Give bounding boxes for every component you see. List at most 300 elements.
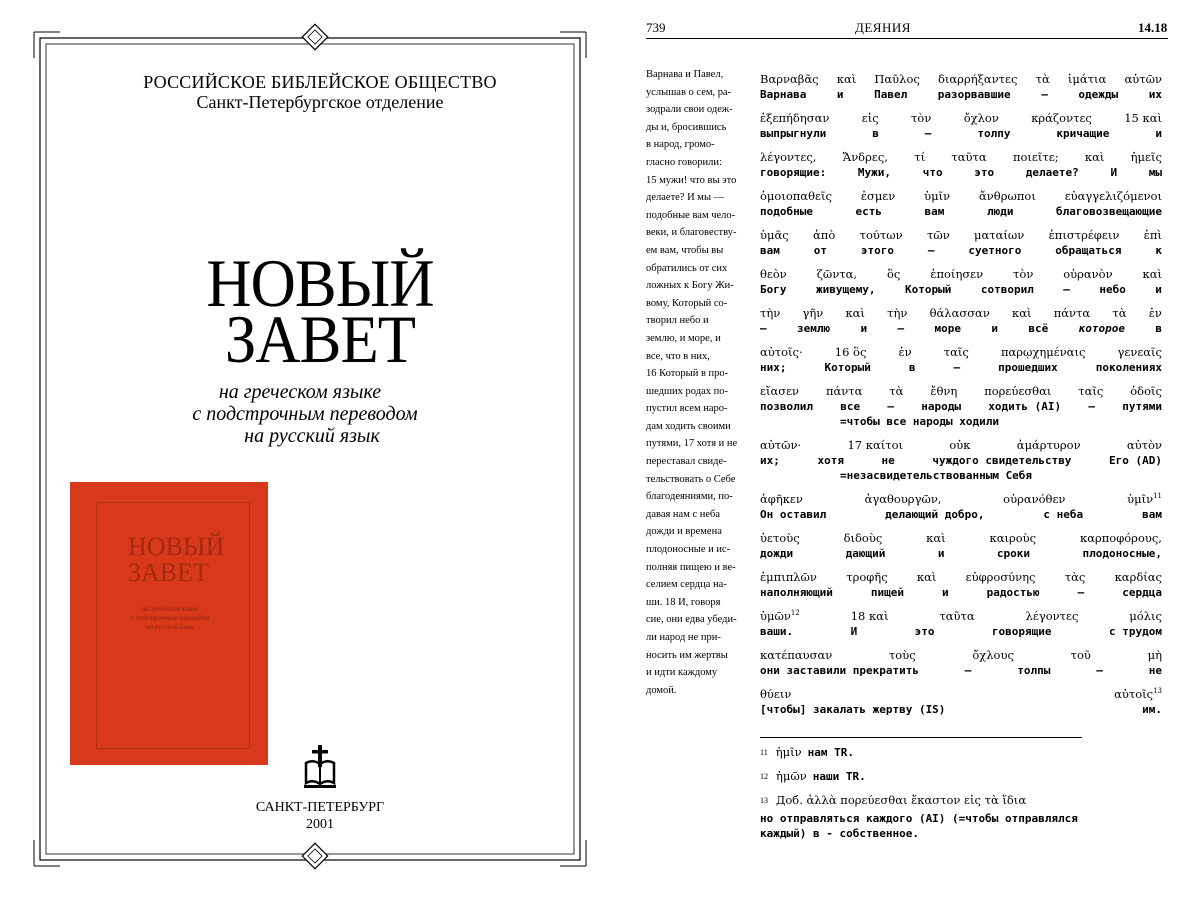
russian-word: и bbox=[860, 322, 868, 335]
verse-block bbox=[760, 267, 1162, 297]
russian-word: путями bbox=[1122, 400, 1162, 413]
greek-line bbox=[760, 345, 1162, 360]
greek-word: τὸν bbox=[1013, 267, 1034, 281]
russian-word: говорящие bbox=[991, 625, 1052, 638]
side-translation-line: Варнава и Павел, bbox=[646, 69, 724, 80]
russian-word: сердца bbox=[1122, 586, 1162, 599]
russian-word: делаете? bbox=[1025, 166, 1079, 179]
russian-word: – bbox=[1077, 586, 1085, 599]
russian-word: делающий добро, bbox=[885, 508, 985, 521]
footnote-greek: ἡμῖν bbox=[775, 745, 802, 759]
verse-block bbox=[760, 189, 1162, 219]
russian-line bbox=[760, 702, 1162, 717]
greek-word: ἐμπιπλῶν bbox=[760, 570, 817, 584]
verse-block bbox=[760, 228, 1162, 258]
russian-word: толпы bbox=[1017, 664, 1051, 677]
greek-word: πορεύεσθαι bbox=[984, 384, 1052, 398]
russian-word: в bbox=[908, 361, 916, 374]
russian-word: одежды bbox=[1078, 88, 1119, 101]
greek-line bbox=[760, 438, 1162, 453]
greek-word: αὐτοῖς bbox=[1114, 687, 1154, 701]
greek-word: αὐτῶν bbox=[1124, 72, 1162, 86]
footnote-greek: ἡμῶν bbox=[776, 769, 807, 783]
russian-word: – bbox=[1041, 88, 1048, 101]
russian-word: прошедших bbox=[998, 361, 1058, 374]
verse-block bbox=[760, 345, 1162, 375]
side-translation-line: подобные вам чело- bbox=[646, 209, 736, 221]
book-cover-image bbox=[70, 482, 268, 765]
russian-word: выпрыгнули bbox=[760, 127, 827, 140]
greek-word: αὐτοῖς· bbox=[760, 345, 803, 359]
greek-word: καὶ bbox=[1084, 150, 1105, 164]
russian-word: которое bbox=[1078, 322, 1125, 335]
side-translation-line: тельствовать о Себе bbox=[646, 473, 736, 485]
greek-word: ὄχλους bbox=[972, 648, 1014, 662]
russian-word: этого bbox=[860, 244, 894, 257]
russian-word: подобные bbox=[760, 205, 813, 218]
russian-line bbox=[760, 507, 1162, 522]
side-translation-line: дам ходить своими bbox=[646, 420, 731, 432]
russian-word: люди bbox=[986, 205, 1014, 218]
greek-word-with-note bbox=[760, 609, 800, 624]
russian-word: радостью bbox=[986, 586, 1040, 599]
russian-line bbox=[760, 585, 1162, 600]
side-translation-line: сие, они едва убеди- bbox=[646, 614, 737, 626]
russian-word: народы bbox=[921, 400, 961, 413]
russian-word: пищей bbox=[870, 586, 904, 599]
russian-word: Он оставил bbox=[760, 508, 827, 521]
header-rule bbox=[646, 38, 1168, 39]
russian-word: не bbox=[881, 454, 895, 467]
russian-word: ходить (AI) bbox=[988, 400, 1062, 413]
greek-word: 15 καὶ bbox=[1124, 111, 1162, 125]
greek-word: οὐρανὸν bbox=[1063, 267, 1113, 281]
russian-word: живущему, bbox=[815, 283, 876, 296]
side-translation-line: обратились от сих bbox=[646, 262, 728, 274]
russian-word: и bbox=[1155, 127, 1162, 140]
footnote bbox=[760, 793, 1180, 809]
footnote-marker: 11 bbox=[1153, 492, 1162, 501]
greek-word: λέγοντες, bbox=[760, 150, 817, 164]
greek-word: καρποφόρους, bbox=[1080, 531, 1162, 545]
greek-word: καὶ bbox=[916, 570, 937, 584]
verse-block bbox=[760, 687, 1162, 717]
greek-word: Παῦλος bbox=[874, 72, 920, 86]
russian-word: них; bbox=[760, 361, 787, 374]
verse-block bbox=[760, 531, 1162, 561]
side-translation-line: путями, 17 хотя и не bbox=[646, 438, 738, 450]
russian-word: что bbox=[922, 166, 943, 179]
side-translation-line: творил небо и bbox=[646, 315, 709, 327]
russian-word: обращаться bbox=[1055, 244, 1122, 257]
russian-word: вам bbox=[924, 205, 945, 218]
side-translation-line: делаете? И мы — bbox=[646, 192, 725, 204]
greek-word: ἀγαθουργῶν, bbox=[864, 492, 942, 506]
russian-word: дожди bbox=[760, 547, 794, 560]
greek-word: πάντα bbox=[825, 384, 863, 398]
greek-word: θεὸν bbox=[760, 267, 787, 281]
side-translation-line: полняя пищею и ве- bbox=[646, 561, 736, 573]
greek-word: ἐσμεν bbox=[860, 189, 896, 203]
russian-word: в bbox=[872, 127, 879, 140]
russian-word: в bbox=[1155, 322, 1162, 335]
greek-word: ἐν bbox=[898, 345, 912, 359]
verse-block bbox=[760, 609, 1162, 639]
greek-line bbox=[760, 150, 1162, 165]
russian-word: – bbox=[897, 322, 905, 335]
russian-word: – bbox=[953, 361, 961, 374]
side-translation-line: 15 мужи! что вы это bbox=[646, 174, 737, 186]
russian-word: от bbox=[813, 244, 827, 257]
side-translation-line: благодеяниями, по- bbox=[646, 491, 733, 503]
russian-word: вам bbox=[760, 244, 780, 257]
greek-word: τοὺς bbox=[888, 648, 916, 662]
greek-word: καὶ bbox=[836, 72, 857, 86]
greek-word: τὰ bbox=[889, 384, 904, 398]
greek-word: ματαίων bbox=[974, 228, 1025, 242]
side-translation-line: зодрали свои одеж- bbox=[646, 104, 733, 116]
greek-word-with-note bbox=[1114, 687, 1162, 702]
greek-word: θύειν bbox=[760, 687, 792, 701]
cross-book-icon bbox=[302, 745, 338, 789]
russian-word: Богу bbox=[760, 283, 787, 296]
book-title-line2: ЗАВЕТ bbox=[224, 301, 416, 377]
russian-line bbox=[760, 399, 1162, 414]
russian-word: и bbox=[941, 586, 949, 599]
footnote-text-line: но отправляться каждого (AI) (=чтобы отправлялся bbox=[760, 812, 1078, 825]
footnote-number: 11 bbox=[760, 748, 768, 757]
russian-word: все bbox=[840, 400, 861, 413]
verse-block bbox=[760, 306, 1162, 336]
russian-word: – bbox=[964, 664, 972, 677]
greek-word: τὰς bbox=[1064, 570, 1086, 584]
russian-word: – bbox=[924, 127, 932, 140]
greek-line bbox=[760, 72, 1162, 87]
greek-word: ὑμῶν bbox=[760, 609, 791, 623]
greek-word: τούτων bbox=[859, 228, 903, 242]
russian-word: чуждого свидетельству bbox=[932, 454, 1072, 467]
russian-word: вам bbox=[1142, 508, 1162, 521]
russian-word: дающий bbox=[845, 547, 886, 560]
side-translation-line: шедших родах по- bbox=[646, 385, 728, 397]
russian-word: мы bbox=[1148, 166, 1162, 179]
cover-title: НОВЫЙ ЗАВЕТ bbox=[128, 532, 225, 587]
greek-word: διδοὺς bbox=[843, 531, 883, 545]
russian-word: – bbox=[760, 322, 767, 335]
greek-word: εἴασεν bbox=[760, 384, 800, 398]
side-translation-line: землю, и море, и bbox=[646, 332, 721, 344]
russian-word: землю bbox=[797, 322, 831, 335]
greek-word: ἄνθρωποι bbox=[979, 189, 1036, 203]
russian-gloss-line: =чтобы все народы ходили bbox=[840, 415, 999, 428]
greek-word: κατέπαυσαν bbox=[760, 648, 833, 662]
greek-word: μόλις bbox=[1129, 609, 1162, 623]
greek-word: εὐφροσύνης bbox=[965, 570, 1036, 584]
greek-word: τῶν bbox=[926, 228, 950, 242]
greek-line bbox=[760, 111, 1162, 126]
greek-word: 17 καίτοι bbox=[847, 438, 904, 452]
greek-word: τὰ bbox=[1112, 306, 1127, 320]
russian-word: Который bbox=[905, 283, 952, 296]
greek-word: ἐπιστρέφειν bbox=[1048, 228, 1120, 242]
greek-word-with-note bbox=[1127, 492, 1162, 507]
greek-word: ἐξεπήδησαν bbox=[760, 111, 830, 125]
greek-line bbox=[760, 570, 1162, 585]
greek-word: ἡμεῖς bbox=[1130, 150, 1162, 164]
russian-word: суетного bbox=[968, 244, 1022, 257]
greek-word: ἀφῆκεν bbox=[760, 492, 803, 506]
greek-word: εἰς bbox=[861, 111, 879, 125]
footnote-text: нам TR. bbox=[807, 746, 854, 759]
greek-word: τὸν bbox=[911, 111, 932, 125]
verse-block bbox=[760, 492, 1162, 522]
side-translation-line: дожди и времена bbox=[646, 526, 722, 538]
footnote bbox=[760, 745, 1180, 761]
side-translation-line: и идти каждому bbox=[646, 667, 718, 679]
russian-word: есть bbox=[855, 205, 883, 218]
side-translation-line: услышав о сем, ра- bbox=[646, 86, 732, 98]
greek-word: τί bbox=[914, 150, 926, 164]
russian-word: кричащие bbox=[1056, 127, 1110, 140]
russian-word: море bbox=[934, 322, 961, 335]
greek-word: οὐρανόθεν bbox=[1003, 492, 1066, 506]
greek-word: γῆν bbox=[802, 306, 824, 320]
subtitle-line3: на русский язык bbox=[244, 425, 380, 447]
greek-word: ἱμάτια bbox=[1067, 72, 1107, 86]
greek-line bbox=[760, 306, 1162, 321]
verse-block bbox=[760, 150, 1162, 180]
greek-line bbox=[760, 648, 1162, 663]
publisher-branch: Санкт-Петербургское отделение bbox=[196, 92, 444, 112]
greek-word: αὐτῶν· bbox=[760, 438, 802, 452]
greek-word: ταῖς bbox=[943, 345, 969, 359]
russian-line bbox=[760, 663, 1162, 678]
greek-word: ζῶντα, bbox=[816, 267, 858, 281]
verse-block bbox=[760, 111, 1162, 141]
russian-word: И bbox=[1110, 166, 1118, 179]
footnote bbox=[760, 769, 1180, 785]
greek-word: ὃς bbox=[887, 267, 901, 281]
side-translation-line: в народ, громо- bbox=[646, 139, 715, 151]
greek-word: ὑετοὺς bbox=[760, 531, 800, 545]
greek-word: οὐκ bbox=[949, 438, 971, 452]
russian-word: хотя bbox=[817, 454, 844, 467]
russian-word: с трудом bbox=[1108, 625, 1162, 638]
side-translation-line: давая нам с неба bbox=[646, 508, 721, 520]
russian-word: разорвавшие bbox=[937, 88, 1011, 101]
russian-line bbox=[760, 321, 1162, 336]
russian-word: толпу bbox=[977, 127, 1011, 140]
page-number: 739 bbox=[646, 20, 666, 35]
russian-word: ваши. bbox=[760, 625, 794, 638]
greek-word: διαρρήξαντες bbox=[937, 72, 1018, 86]
side-translation-line: веки, и благовеству- bbox=[646, 227, 737, 239]
russian-line bbox=[760, 126, 1162, 141]
cover-subtitle-2: с подстрочным переводом bbox=[130, 614, 210, 622]
side-translation-line: ды и, бросившись bbox=[646, 121, 727, 133]
footnote-text: наши TR. bbox=[812, 770, 866, 783]
russian-word: и bbox=[836, 88, 844, 101]
russian-word: и bbox=[1155, 283, 1162, 296]
side-translation-line: плодоносные и ис- bbox=[646, 544, 731, 556]
footnote-text-line: каждый) в - собственное. bbox=[760, 827, 919, 840]
greek-word: αὐτὸν bbox=[1126, 438, 1162, 452]
side-translation-line: переставал свиде- bbox=[646, 456, 727, 468]
footnote-marker: 12 bbox=[790, 609, 800, 618]
russian-word: говорящие: bbox=[760, 166, 827, 179]
russian-word: сотворил bbox=[980, 283, 1034, 296]
greek-word: Ἄνδρες, bbox=[842, 150, 888, 164]
greek-word: θάλασσαν bbox=[929, 306, 990, 320]
greek-word: ὄχλον bbox=[963, 111, 999, 125]
greek-line bbox=[760, 492, 1162, 507]
russian-word: Варнава bbox=[760, 88, 807, 101]
russian-word: плодоносные, bbox=[1082, 547, 1162, 560]
russian-word: небо bbox=[1099, 283, 1126, 296]
russian-word: Павел bbox=[874, 88, 908, 101]
greek-line bbox=[760, 531, 1162, 546]
greek-word: τοῦ bbox=[1070, 648, 1091, 662]
russian-word: им. bbox=[1142, 703, 1162, 716]
footnote-number: 13 bbox=[760, 796, 768, 805]
russian-word: их bbox=[1148, 88, 1162, 101]
side-translation-line: пустил всем наро- bbox=[646, 403, 728, 415]
greek-line bbox=[760, 687, 1162, 702]
side-translation-line: ши. 18 И, говоря bbox=[646, 596, 721, 608]
greek-word: ἀπὸ bbox=[813, 228, 836, 242]
russian-word: они заставили прекратить bbox=[760, 664, 919, 677]
greek-word: τροφῆς bbox=[846, 570, 888, 584]
greek-word: ταῦτα bbox=[951, 150, 987, 164]
side-translation-line: ложных к Богу Жи- bbox=[646, 280, 734, 292]
greek-word: ταῦτα bbox=[939, 609, 975, 623]
russian-line bbox=[760, 453, 1162, 468]
russian-line bbox=[760, 282, 1162, 297]
russian-word: с неба bbox=[1043, 508, 1084, 521]
footnote-rule bbox=[760, 737, 1082, 738]
publication-city: САНКТ-ПЕТЕРБУРГ bbox=[255, 800, 385, 815]
greek-word: καὶ bbox=[926, 531, 946, 545]
russian-line bbox=[760, 87, 1162, 102]
greek-word: ὁδοῖς bbox=[1130, 384, 1162, 398]
greek-line bbox=[760, 267, 1162, 282]
russian-word: благовозвещающие bbox=[1055, 205, 1162, 218]
greek-word: ὑμᾶς bbox=[760, 228, 789, 242]
greek-line bbox=[760, 189, 1162, 204]
greek-word: γενεαῖς bbox=[1117, 345, 1162, 359]
running-head-book: ДЕЯНИЯ bbox=[855, 20, 911, 35]
side-translation-line: селием сердца на- bbox=[646, 579, 727, 591]
greek-word: καὶ bbox=[845, 306, 865, 320]
verse-block bbox=[760, 384, 1162, 429]
cover-subtitle-3: на русский язык bbox=[146, 623, 194, 631]
russian-line bbox=[760, 546, 1162, 561]
greek-word: μὴ bbox=[1147, 648, 1162, 662]
russian-word: Который bbox=[824, 361, 871, 374]
russian-word: позволил bbox=[760, 400, 813, 413]
greek-word: λέγοντες bbox=[1025, 609, 1079, 623]
footnote-number: 12 bbox=[760, 772, 768, 781]
russian-word: это bbox=[974, 166, 995, 179]
book-title-line1: НОВЫЙ bbox=[206, 245, 434, 321]
russian-line bbox=[760, 243, 1162, 258]
russian-word: – bbox=[887, 400, 894, 413]
russian-word: сроки bbox=[996, 547, 1031, 560]
greek-word: παρῳχημέναις bbox=[1000, 345, 1086, 359]
greek-line bbox=[760, 609, 1162, 624]
greek-word: τὴν bbox=[887, 306, 908, 320]
footnote-greek: Доб. ἀλλὰ πορεύεσθαι ἕκαστον εἰς τὰ ἴδια bbox=[776, 793, 1027, 807]
greek-word: 18 καὶ bbox=[850, 609, 889, 623]
russian-word: поколениях bbox=[1095, 361, 1162, 374]
side-translation-column bbox=[646, 66, 746, 699]
greek-word: καιροὺς bbox=[989, 531, 1037, 545]
side-translation-line: 16 Который в про- bbox=[646, 368, 729, 380]
greek-word: 16 ὃς bbox=[834, 345, 867, 359]
subtitle-line2: с подстрочным переводом bbox=[192, 403, 418, 425]
greek-line bbox=[760, 384, 1162, 399]
verse-block bbox=[760, 570, 1162, 600]
greek-word: καὶ bbox=[1012, 306, 1032, 320]
greek-word: πάντα bbox=[1053, 306, 1091, 320]
russian-word: [чтобы] закалать жертву (IS) bbox=[760, 703, 946, 716]
side-translation-line: все, что в них, bbox=[646, 350, 710, 362]
greek-word: ποιεῖτε; bbox=[1012, 150, 1059, 164]
russian-gloss-line: =незасвидетельствованным Себя bbox=[840, 469, 1033, 482]
russian-word: – bbox=[927, 244, 935, 257]
greek-word: καὶ bbox=[1142, 267, 1162, 281]
russian-word: Его (AD) bbox=[1109, 454, 1162, 467]
greek-word: ἐν bbox=[1148, 306, 1162, 320]
running-head-chapter: 14.18 bbox=[1138, 20, 1168, 35]
greek-word: εὐαγγελιζόμενοι bbox=[1064, 189, 1162, 203]
greek-word: τὴν bbox=[760, 306, 781, 320]
publication-year: 2001 bbox=[306, 817, 334, 832]
greek-word: καρδίας bbox=[1114, 570, 1162, 584]
greek-word: ἔθνη bbox=[930, 384, 958, 398]
verse-block bbox=[760, 648, 1162, 678]
footnotes bbox=[760, 745, 1180, 847]
greek-word: ὁμοιοπαθεῖς bbox=[760, 189, 832, 203]
greek-word: ἐποίησεν bbox=[930, 267, 984, 281]
greek-word: ὑμῖν bbox=[924, 189, 951, 203]
russian-line bbox=[760, 624, 1162, 639]
russian-line bbox=[760, 360, 1162, 375]
russian-word: И bbox=[850, 625, 858, 638]
greek-word: κράζοντες bbox=[1031, 111, 1092, 125]
greek-line bbox=[760, 228, 1162, 243]
russian-word: Мужи, bbox=[857, 166, 892, 179]
greek-word: Βαρναβᾶς bbox=[760, 72, 819, 86]
russian-word: и bbox=[991, 322, 998, 335]
greek-word: ἀμάρτυρον bbox=[1016, 438, 1081, 452]
side-translation-line: домой. bbox=[646, 684, 677, 696]
russian-line bbox=[760, 204, 1162, 219]
side-translation-line: ли народ не при- bbox=[646, 632, 721, 643]
greek-word: ὑμῖν bbox=[1127, 492, 1154, 506]
footnote-marker: 13 bbox=[1153, 687, 1162, 696]
russian-word: к bbox=[1155, 244, 1162, 257]
side-translation-line: носить им жертвы bbox=[646, 649, 728, 661]
russian-word: – bbox=[1096, 664, 1103, 677]
russian-word: их; bbox=[760, 454, 780, 467]
greek-word: ἐπὶ bbox=[1143, 228, 1162, 242]
russian-word: всё bbox=[1028, 322, 1049, 335]
russian-word: не bbox=[1148, 664, 1162, 677]
russian-line bbox=[760, 165, 1162, 180]
russian-word: это bbox=[914, 625, 935, 638]
interlinear-text bbox=[760, 72, 1162, 732]
